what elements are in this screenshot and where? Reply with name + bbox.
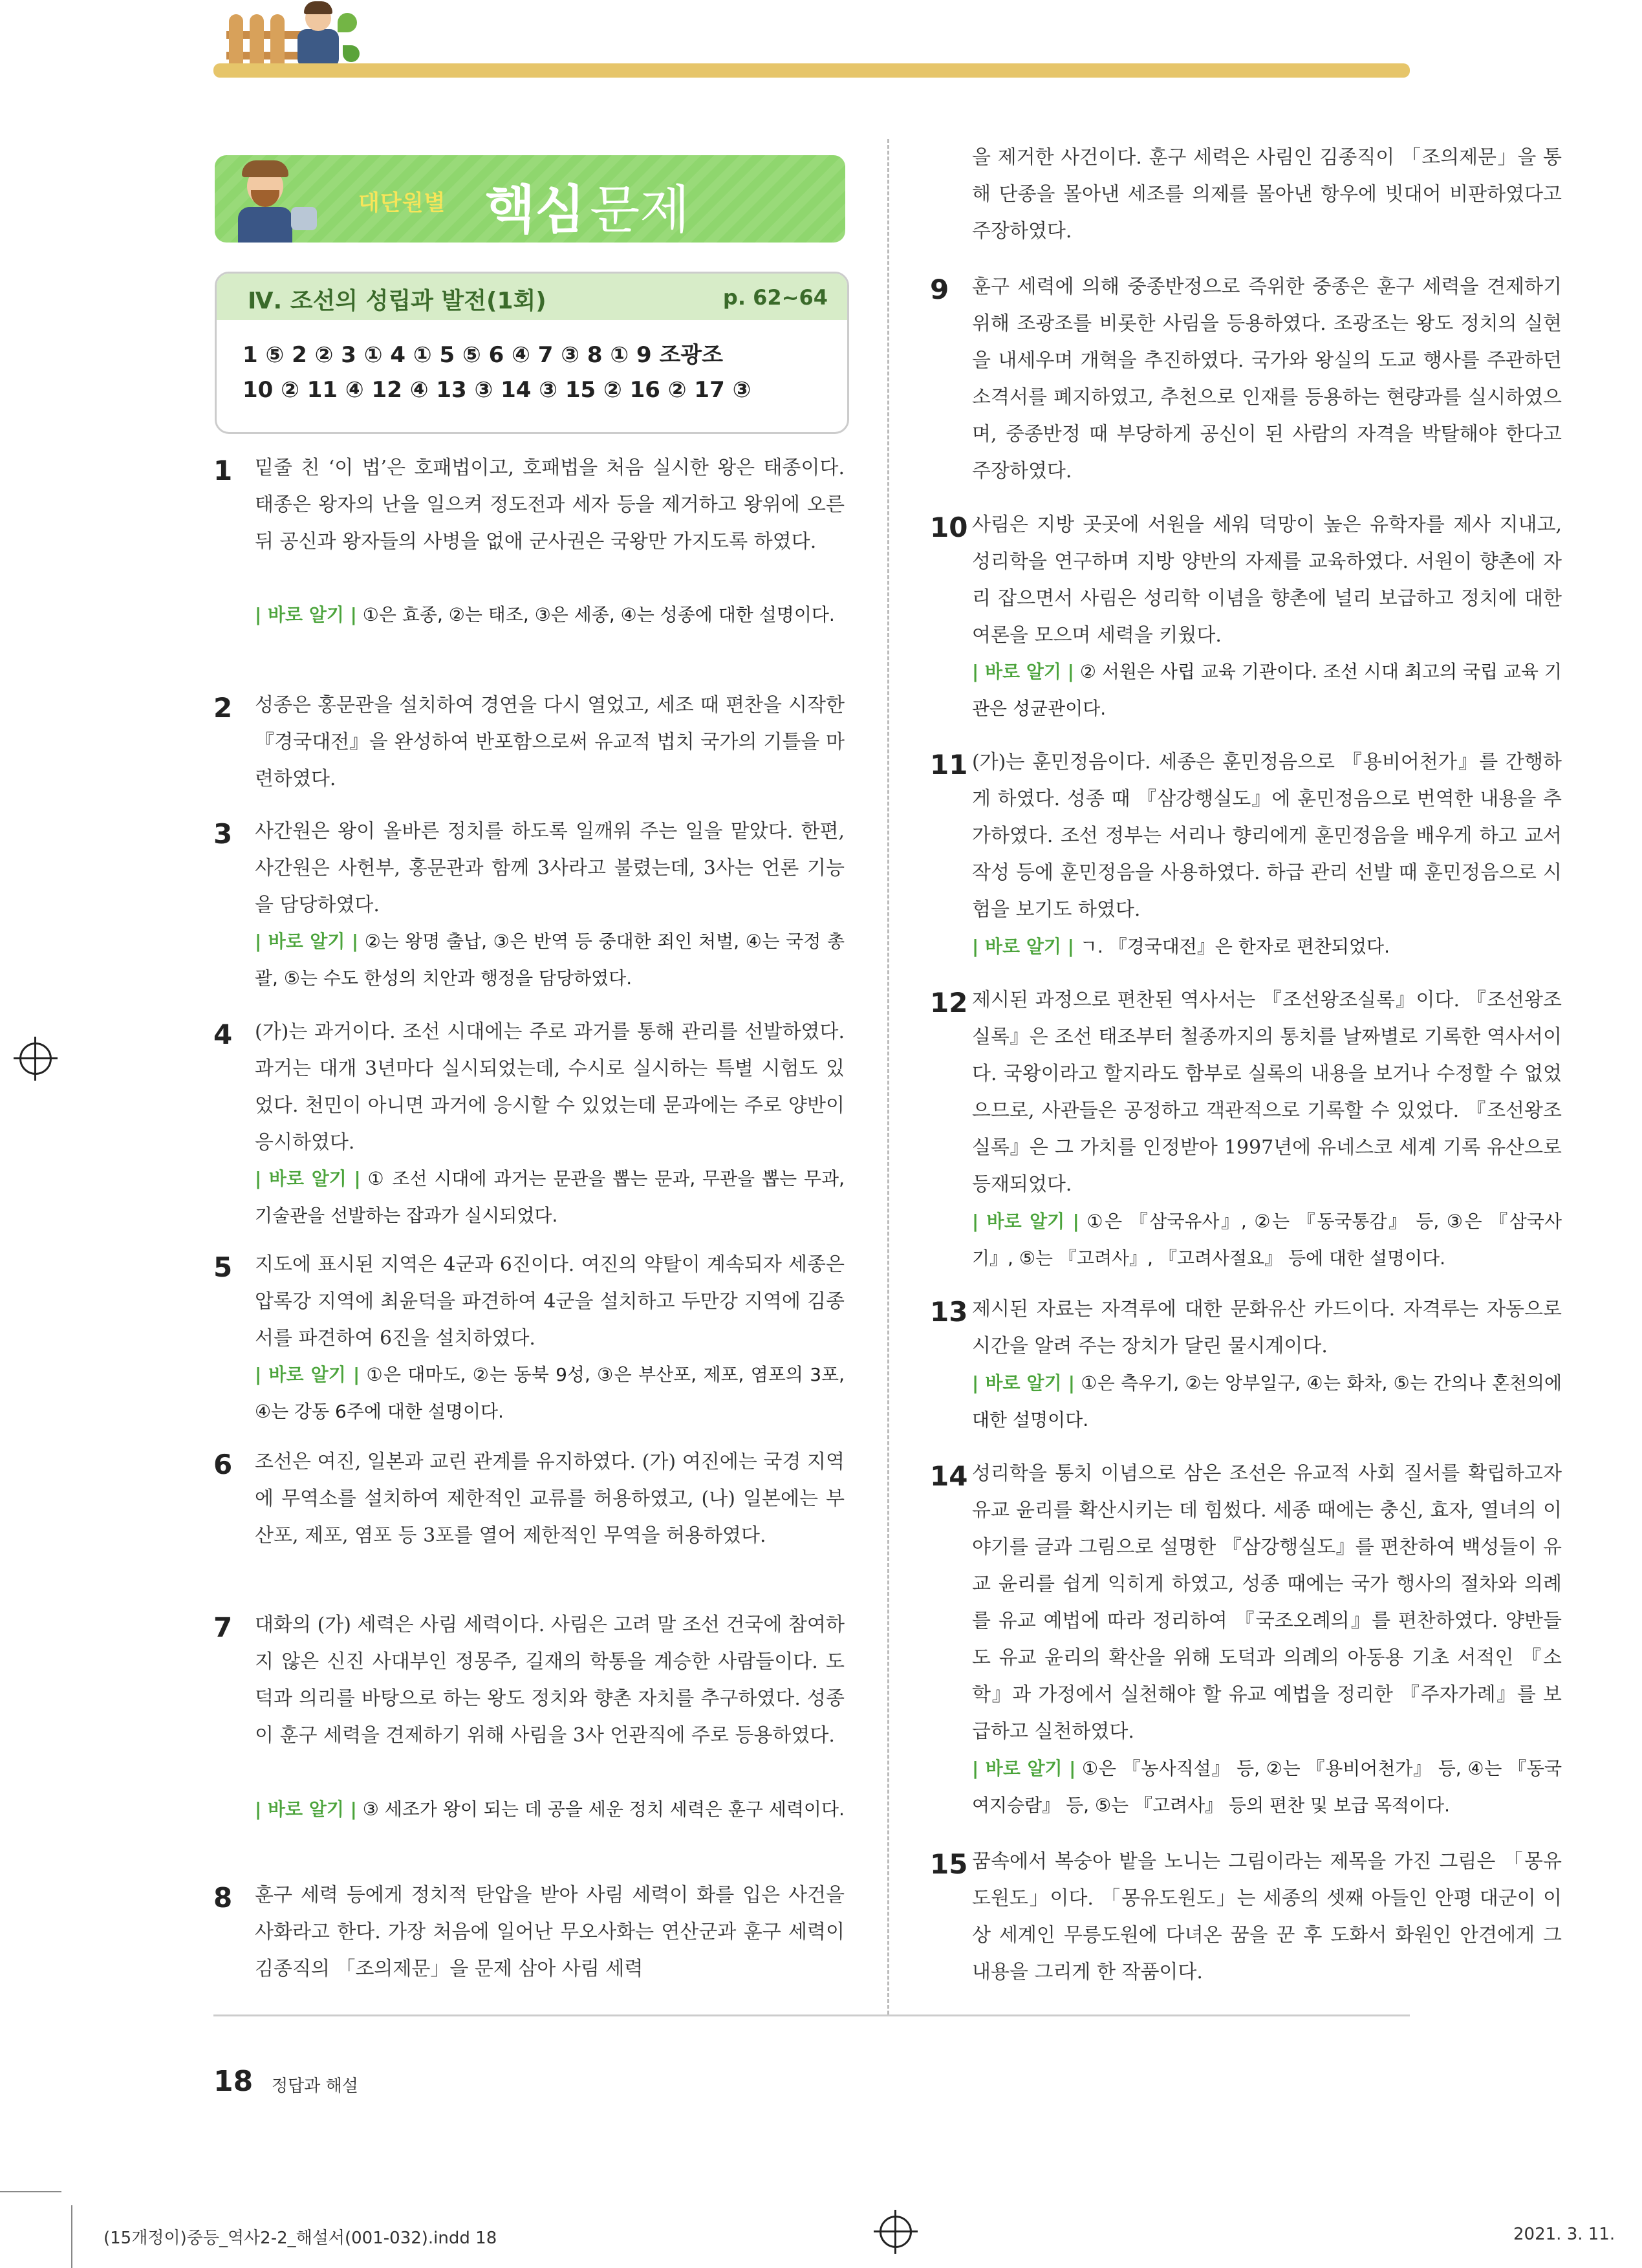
question-explanation: (가)는 훈민정음이다. 세종은 훈민정음으로 『용비어천가』를 간행하게 하였다. 성종 때 『삼강행실도』에 훈민정음으로 번역한 내용을 추가하였다. 조선 정부는 서리나 향리에게 훈민정음을 배우게 하고 교서 작성 등에 훈민정음을 사용하였다. 하급 관리 선발 때 훈민정음으로 시험을 보기도 하였다. <box>972 751 1562 921</box>
question-explanation: 훈구 세력 등에게 정치적 탄압을 받아 사림 세력이 화를 입은 사건을 사화라고 한다. 가장 처음에 일어난 무오사화는 연산군과 훈구 세력이 김종직의 「조의제문」을 문제 삼아 사림 세력 <box>255 1884 845 1980</box>
question-explanation: 성종은 홍문관을 설치하여 경연을 다시 열었고, 세조 때 편찬을 시작한 『경국대전』을 완성하여 반포함으로써 유교적 법치 국가의 기틀을 마련하였다. <box>255 694 845 790</box>
page-label: 정답과 해설 <box>272 2077 358 2096</box>
top-decorative-bar <box>213 63 1410 78</box>
question-number: 12 <box>930 987 968 1019</box>
quick-tip <box>972 928 1562 965</box>
answer-key-title: Ⅳ. 조선의 성립과 발전(1회) <box>248 288 546 314</box>
print-slug-filename: (15개정이)중등_역사2-2_해설서(001-032).indd 18 <box>103 2229 497 2248</box>
banner-title-rest: 문제 <box>590 180 690 240</box>
question-number: 4 <box>213 1019 233 1050</box>
quick-tip-text: ①은 대마도, ②는 동북 9성, ③은 부산포, 제포, 염포의 3포, ④는 강동 6주에 대한 설명이다. <box>255 1364 845 1422</box>
answer-key-header <box>217 274 847 320</box>
page-number: 18 <box>213 2065 254 2098</box>
footer-rule <box>213 2014 1410 2016</box>
question-explanation: 조선은 여진, 일본과 교린 관계를 유지하였다. (가) 여진에는 국경 지역에 무역소를 설치하여 제한적인 교류를 허용하였고, (나) 일본에는 부산포, 제포, 염포 등 3포를 열어 제한적인 무역을 허용하였다. <box>255 1451 845 1547</box>
question-explanation: 대화의 (가) 세력은 사림 세력이다. 사림은 고려 말 조선 건국에 참여하지 않은 신진 사대부인 정몽주, 길재의 학통을 계승한 사람들이다. 도덕과 의리를 바탕으로 하는 왕도 정치와 향촌 자치를 추구하였다. 성종이 훈구 세력을 견제하기 위해 사림을 3사 언관직에 주로 등용하였다. <box>255 1614 845 1747</box>
question-explanation: 제시된 자료는 자격루에 대한 문화유산 카드이다. 자격루는 자동으로 시간을 알려 주는 장치가 달린 물시계이다. <box>972 1298 1562 1357</box>
question-explanation-continued: 을 제거한 사건이다. 훈구 세력은 사림인 김종직이 「조의제문」을 통해 단종을 몰아낸 세조를 의제를 몰아낸 항우에 빗대어 비판하였다고 주장하였다. <box>972 146 1562 243</box>
question-number: 15 <box>930 1848 968 1880</box>
question-number: 14 <box>930 1460 968 1492</box>
quick-tip-label: | 바로 알기 | <box>972 661 1074 682</box>
quick-tip <box>972 1750 1562 1824</box>
quick-tip <box>972 1365 1562 1438</box>
quick-tip <box>972 1203 1562 1277</box>
answer-key-row-2: 10 ② 11 ④ 12 ④ 13 ③ 14 ③ 15 ② 16 ② 17 ③ <box>243 377 751 403</box>
quick-tip-text: ① 조선 시대에 과거는 문관을 뽑는 문과, 무관을 뽑는 무과, 기술관을 선발하는 잡과가 실시되었다. <box>255 1168 845 1226</box>
question-number: 9 <box>930 274 949 305</box>
question-explanation: (가)는 과거이다. 조선 시대에는 주로 과거를 통해 관리를 선발하였다. 과거는 대개 3년마다 실시되었는데, 수시로 실시하는 특별 시험도 있었다. 천민이 아니면 과거에 응시할 수 있었는데 문과에는 주로 양반이 응시하였다. <box>255 1021 845 1154</box>
quick-tip <box>255 923 845 997</box>
question-number: 10 <box>930 512 968 543</box>
question-number: 11 <box>930 749 968 781</box>
quick-tip-label: | 바로 알기 | <box>972 1372 1075 1394</box>
question-number: 7 <box>213 1612 233 1643</box>
question-explanation: 제시된 과정으로 편찬된 역사서는 『조선왕조실록』이다. 『조선왕조실록』은 조선 태조부터 철종까지의 통치를 날짜별로 기록한 역사서이다. 국왕이라고 할지라도 함부로 실록의 내용을 보거나 수정할 수 없었으므로, 사관들은 공정하고 객관적으로 기록할 수 있었다. 『조선왕조실록』은 그 가치를 인정받아 1997년에 유네스코 세계 기록 유산으로 등재되었다. <box>972 989 1562 1196</box>
registration-mark-icon <box>19 1042 52 1075</box>
quick-tip <box>255 1356 845 1430</box>
answer-key-box <box>215 272 849 434</box>
quick-tip-label: | 바로 알기 | <box>255 931 359 952</box>
quick-tip-text: ②는 왕명 출납, ③은 반역 등 중대한 죄인 처벌, ④는 국정 총괄, ⑤는 수도 한성의 치안과 행정을 담당하였다. <box>255 931 845 989</box>
quick-tip-label: | 바로 알기 | <box>972 1758 1076 1779</box>
question-number: 2 <box>213 692 233 724</box>
registration-mark-icon <box>880 2216 912 2248</box>
question-number: 8 <box>213 1882 233 1914</box>
quick-tip-text: ①은 『삼국유사』, ②는 『동국통감』 등, ③은 『삼국사기』, ⑤는 『고려사』, 『고려사절요』 등에 대한 설명이다. <box>972 1211 1562 1269</box>
quick-tip-text: ①은 측우기, ②는 앙부일구, ④는 화차, ⑤는 간의나 혼천의에 대한 설명이다. <box>972 1372 1562 1431</box>
quick-tip-text: ㄱ. 『경국대전』은 한자로 편찬되었다. <box>1079 936 1390 957</box>
quick-tip-label: | 바로 알기 | <box>255 1798 357 1820</box>
question-number: 3 <box>213 818 233 850</box>
quick-tip-text: ② 서원은 사립 교육 기관이다. 조선 시대 최고의 국립 교육 기관은 성균관이다. <box>972 661 1562 719</box>
column-separator <box>887 139 889 2014</box>
crop-mark <box>0 2191 61 2192</box>
question-number: 5 <box>213 1251 233 1283</box>
question-number: 6 <box>213 1449 233 1480</box>
quick-tip-label: | 바로 알기 | <box>255 1364 360 1385</box>
section-banner <box>215 155 845 243</box>
banner-title-bold: 핵심 <box>485 180 585 240</box>
crop-mark <box>71 2205 72 2268</box>
banner-subtitle: 대단원별 <box>358 190 446 216</box>
answer-key-pages: p. 62~64 <box>722 285 828 310</box>
quick-tip <box>255 1160 845 1234</box>
question-explanation: 사림은 지방 곳곳에 서원을 세워 덕망이 높은 유학자를 제사 지내고, 성리학을 연구하며 지방 양반의 자제를 교육하였다. 서원이 향촌에 자리 잡으면서 사림은 성리학 이념을 향촌에 널리 보급하고 정치에 대한 여론을 모으며 세력을 키웠다. <box>972 513 1562 647</box>
print-slug-date: 2021. 3. 11. <box>1513 2225 1615 2244</box>
question-explanation: 사간원은 왕이 올바른 정치를 하도록 일깨워 주는 일을 맡았다. 한편, 사간원은 사헌부, 홍문관과 함께 3사라고 불렸는데, 3사는 언론 기능을 담당하였다. <box>255 820 845 916</box>
quick-tip-text: ①은 『농사직설』 등, ②는 『용비어천가』 등, ④는 『동국여지승람』 등, ⑤는 『고려사』 등의 편찬 및 보급 목적이다. <box>972 1758 1562 1816</box>
quick-tip-label: | 바로 알기 | <box>972 1211 1079 1232</box>
question-number: 1 <box>213 455 233 486</box>
question-explanation: 밑줄 친 ‘이 법’은 호패법이고, 호패법을 처음 실시한 왕은 태종이다. 태종은 왕자의 난을 일으켜 정도전과 세자 등을 제거하고 왕위에 오른 뒤 공신과 왕자들의 사병을 없애 군사권은 국왕만 가지도록 하였다. <box>255 457 845 553</box>
answer-key-row-1: 1 ⑤ 2 ② 3 ① 4 ① 5 ⑤ 6 ④ 7 ③ 8 ① 9 조광조 <box>243 342 723 368</box>
question-number: 13 <box>930 1296 968 1328</box>
quick-tip-text: ①은 효종, ②는 태조, ③은 세종, ④는 성종에 대한 설명이다. <box>362 604 835 625</box>
quick-tip <box>255 1791 845 1828</box>
quick-tip-label: | 바로 알기 | <box>972 936 1074 957</box>
quick-tip <box>972 653 1562 727</box>
quick-tip-label: | 바로 알기 | <box>255 604 357 625</box>
question-explanation: 지도에 표시된 지역은 4군과 6진이다. 여진의 약탈이 계속되자 세종은 압록강 지역에 최윤덕을 파견하여 4군을 설치하고 두만강 지역에 김종서를 파견하여 6진을 설치하였다. <box>255 1253 845 1350</box>
question-explanation: 꿈속에서 복숭아 밭을 노니는 그림이라는 제목을 가진 그림은 「몽유도원도」이다. 「몽유도원도」는 세종의 셋째 아들인 안평 대군이 이상 세계인 무릉도원에 다녀온 꿈을 꾼 후 도화서 화원인 안견에게 그 내용을 그리게 한 작품이다. <box>972 1850 1562 1983</box>
question-explanation: 성리학을 통치 이념으로 삼은 조선은 유교적 사회 질서를 확립하고자 유교 윤리를 확산시키는 데 힘썼다. 세종 때에는 충신, 효자, 열녀의 이야기를 글과 그림으로 설명한 『삼강행실도』를 편찬하여 백성들이 유교 윤리를 쉽게 익히게 하였고, 성종 때에는 국가 행사의 절차와 의례를 유교 예법에 따라 정리하여 『국조오례의』를 편찬하였다. 양반들도 유교 윤리의 확산을 위해 도덕과 의례의 아동용 기초 서적인 『소학』과 가정에서 실천해야 할 유교 예법을 정리한 『주자가례』를 보급하고 실천하였다. <box>972 1462 1562 1743</box>
farmer-illustration <box>228 155 302 243</box>
quick-tip-label: | 바로 알기 | <box>255 1168 361 1189</box>
quick-tip-text: ③ 세조가 왕이 되는 데 공을 세운 정치 세력은 훈구 세력이다. <box>362 1798 845 1820</box>
question-explanation: 훈구 세력에 의해 중종반정으로 즉위한 중종은 훈구 세력을 견제하기 위해 조광조를 비롯한 사림을 등용하였다. 조광조는 왕도 정치의 실현을 내세우며 개혁을 추진하였다. 국가와 왕실의 도교 행사를 주관하던 소격서를 폐지하였고, 추천으로 인재를 등용하는 현량과를 실시하였으며, 중종반정 때 부당하게 공신이 된 사람의 자격을 박탈해야 한다고 주장하였다. <box>972 275 1562 482</box>
quick-tip <box>255 596 845 633</box>
